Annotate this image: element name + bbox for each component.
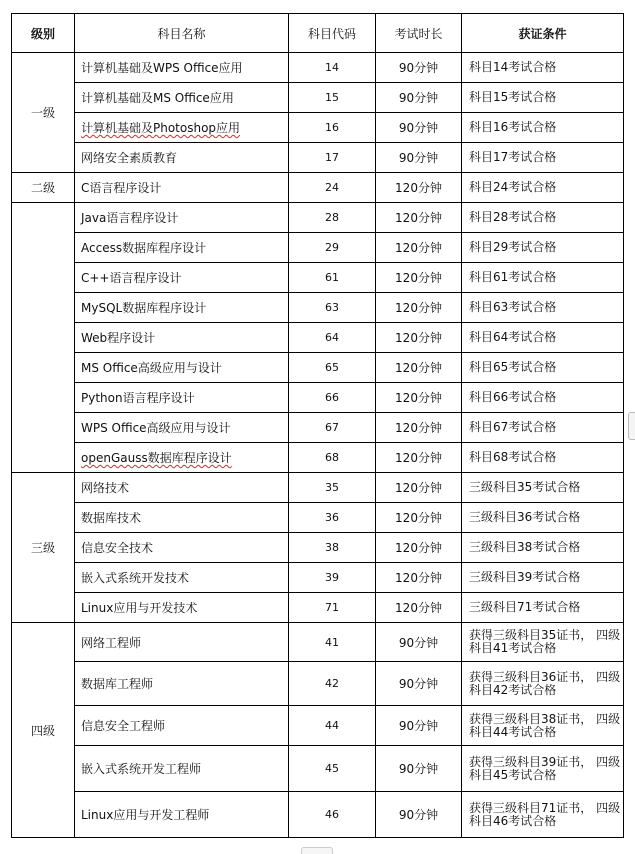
table-row: [12, 83, 624, 113]
duration-cell: 120分钟: [376, 323, 462, 353]
level-cell-2: 二级: [12, 173, 75, 203]
duration-cell: 120分钟: [376, 563, 462, 593]
condition-cell: 科目24考试合格: [462, 173, 624, 203]
code-cell: 68: [289, 443, 376, 473]
table-row: [12, 533, 624, 563]
code-cell: 24: [289, 173, 376, 203]
duration-cell: 90分钟: [376, 746, 462, 792]
table-row: [12, 503, 624, 533]
subject-text: openGauss数据库程序设计: [81, 451, 232, 465]
subject-cell: [75, 443, 289, 473]
condition-cell: 科目63考试合格: [462, 293, 624, 323]
condition-cell: 科目65考试合格: [462, 353, 624, 383]
subject-cell: 计算机基础及MS Office应用: [75, 83, 289, 113]
subject-cell: 嵌入式系统开发技术: [75, 563, 289, 593]
duration-cell: 120分钟: [376, 233, 462, 263]
code-cell: 67: [289, 413, 376, 443]
code-cell: 66: [289, 383, 376, 413]
code-cell: 71: [289, 593, 376, 623]
code-cell: 15: [289, 83, 376, 113]
duration-cell: 90分钟: [376, 706, 462, 746]
duration-cell: 90分钟: [376, 143, 462, 173]
level-cell-4: 四级: [12, 623, 75, 838]
subject-cell: 信息安全工程师: [75, 706, 289, 746]
subject-text: 计算机基础及Photoshop应用: [81, 121, 241, 135]
header-row: [12, 14, 624, 53]
condition-cell: 科目15考试合格: [462, 83, 624, 113]
subject-cell: Linux应用与开发工程师: [75, 792, 289, 838]
condition-cell: 获得三级科目36证书， 四级科目42考试合格: [462, 662, 624, 706]
condition-cell: 科目66考试合格: [462, 383, 624, 413]
code-cell: 38: [289, 533, 376, 563]
table-row: [12, 293, 624, 323]
duration-cell: 120分钟: [376, 263, 462, 293]
subject-cell: 网络安全素质教育: [75, 143, 289, 173]
subject-cell: Access数据库程序设计: [75, 233, 289, 263]
table-row: [12, 323, 624, 353]
condition-cell: 科目61考试合格: [462, 263, 624, 293]
table-row: [12, 233, 624, 263]
code-cell: 41: [289, 623, 376, 662]
condition-cell: 三级科目71考试合格: [462, 593, 624, 623]
level-cell-3: 三级: [12, 473, 75, 623]
condition-cell: 获得三级科目35证书， 四级科目41考试合格: [462, 623, 624, 662]
table-row: [12, 383, 624, 413]
table-row: [12, 473, 624, 503]
subject-cell: MySQL数据库程序设计: [75, 293, 289, 323]
code-cell: 42: [289, 662, 376, 706]
subject-cell: 数据库技术: [75, 503, 289, 533]
subject-cell: 计算机基础及WPS Office应用: [75, 53, 289, 83]
code-cell: 35: [289, 473, 376, 503]
subject-cell: Linux应用与开发技术: [75, 593, 289, 623]
duration-cell: 90分钟: [376, 53, 462, 83]
table-row: [12, 706, 624, 746]
duration-cell: 120分钟: [376, 173, 462, 203]
condition-cell: 科目67考试合格: [462, 413, 624, 443]
condition-cell: 科目16考试合格: [462, 113, 624, 143]
condition-cell: 三级科目36考试合格: [462, 503, 624, 533]
condition-cell: 三级科目35考试合格: [462, 473, 624, 503]
exam-subjects-table: [11, 13, 624, 838]
duration-cell: 120分钟: [376, 353, 462, 383]
code-cell: 17: [289, 143, 376, 173]
duration-cell: 120分钟: [376, 413, 462, 443]
subject-cell: 信息安全技术: [75, 533, 289, 563]
subject-cell: MS Office高级应用与设计: [75, 353, 289, 383]
duration-cell: 120分钟: [376, 533, 462, 563]
subject-cell: 嵌入式系统开发工程师: [75, 746, 289, 792]
table-row: [12, 143, 624, 173]
table-row: [12, 792, 624, 838]
subject-cell: Java语言程序设计: [75, 203, 289, 233]
subject-cell: [75, 113, 289, 143]
condition-cell: 科目17考试合格: [462, 143, 624, 173]
duration-cell: 90分钟: [376, 662, 462, 706]
subject-cell: Web程序设计: [75, 323, 289, 353]
code-cell: 14: [289, 53, 376, 83]
condition-cell: 三级科目38考试合格: [462, 533, 624, 563]
code-cell: 64: [289, 323, 376, 353]
header-level: 级别: [12, 14, 75, 53]
code-cell: 46: [289, 792, 376, 838]
duration-cell: 120分钟: [376, 203, 462, 233]
subject-cell: C++语言程序设计: [75, 263, 289, 293]
header-subject: 科目名称: [75, 14, 289, 53]
table-row: [12, 443, 624, 473]
duration-cell: 120分钟: [376, 473, 462, 503]
condition-cell: 三级科目39考试合格: [462, 563, 624, 593]
level-cell-2-continued: [12, 203, 75, 473]
duration-cell: 90分钟: [376, 792, 462, 838]
condition-cell: 科目29考试合格: [462, 233, 624, 263]
code-cell: 45: [289, 746, 376, 792]
table-row: [12, 593, 624, 623]
header-condition: 获证条件: [462, 14, 624, 53]
table-row: [12, 746, 624, 792]
condition-cell: 科目14考试合格: [462, 53, 624, 83]
condition-cell: 获得三级科目38证书， 四级科目44考试合格: [462, 706, 624, 746]
level-cell-1: 一级: [12, 53, 75, 173]
code-cell: 16: [289, 113, 376, 143]
side-scroll-handle[interactable]: [628, 412, 635, 440]
subject-cell: 网络工程师: [75, 623, 289, 662]
subject-cell: 网络技术: [75, 473, 289, 503]
table-row: [12, 662, 624, 706]
header-code: 科目代码: [289, 14, 376, 53]
condition-cell: 科目28考试合格: [462, 203, 624, 233]
condition-cell: 获得三级科目71证书， 四级科目46考试合格: [462, 792, 624, 838]
code-cell: 28: [289, 203, 376, 233]
code-cell: 36: [289, 503, 376, 533]
subject-cell: C语言程序设计: [75, 173, 289, 203]
table-row: [12, 203, 624, 233]
condition-cell: 科目68考试合格: [462, 443, 624, 473]
duration-cell: 120分钟: [376, 293, 462, 323]
duration-cell: 90分钟: [376, 83, 462, 113]
code-cell: 65: [289, 353, 376, 383]
subject-cell: 数据库工程师: [75, 662, 289, 706]
table-row: [12, 53, 624, 83]
table-row: [12, 623, 624, 662]
duration-cell: 120分钟: [376, 503, 462, 533]
code-cell: 44: [289, 706, 376, 746]
table-row: [12, 563, 624, 593]
table-row: [12, 113, 624, 143]
table-row: [12, 353, 624, 383]
code-cell: 61: [289, 263, 376, 293]
condition-cell: 科目64考试合格: [462, 323, 624, 353]
duration-cell: 120分钟: [376, 593, 462, 623]
duration-cell: 120分钟: [376, 383, 462, 413]
code-cell: 63: [289, 293, 376, 323]
table-row: [12, 263, 624, 293]
duration-cell: 90分钟: [376, 113, 462, 143]
condition-cell: 获得三级科目39证书， 四级科目45考试合格: [462, 746, 624, 792]
duration-cell: 90分钟: [376, 623, 462, 662]
table-row: [12, 413, 624, 443]
code-cell: 39: [289, 563, 376, 593]
duration-cell: 120分钟: [376, 443, 462, 473]
subject-cell: Python语言程序设计: [75, 383, 289, 413]
header-duration: 考试时长: [376, 14, 462, 53]
subject-cell: WPS Office高级应用与设计: [75, 413, 289, 443]
code-cell: 29: [289, 233, 376, 263]
table-row: [12, 173, 624, 203]
